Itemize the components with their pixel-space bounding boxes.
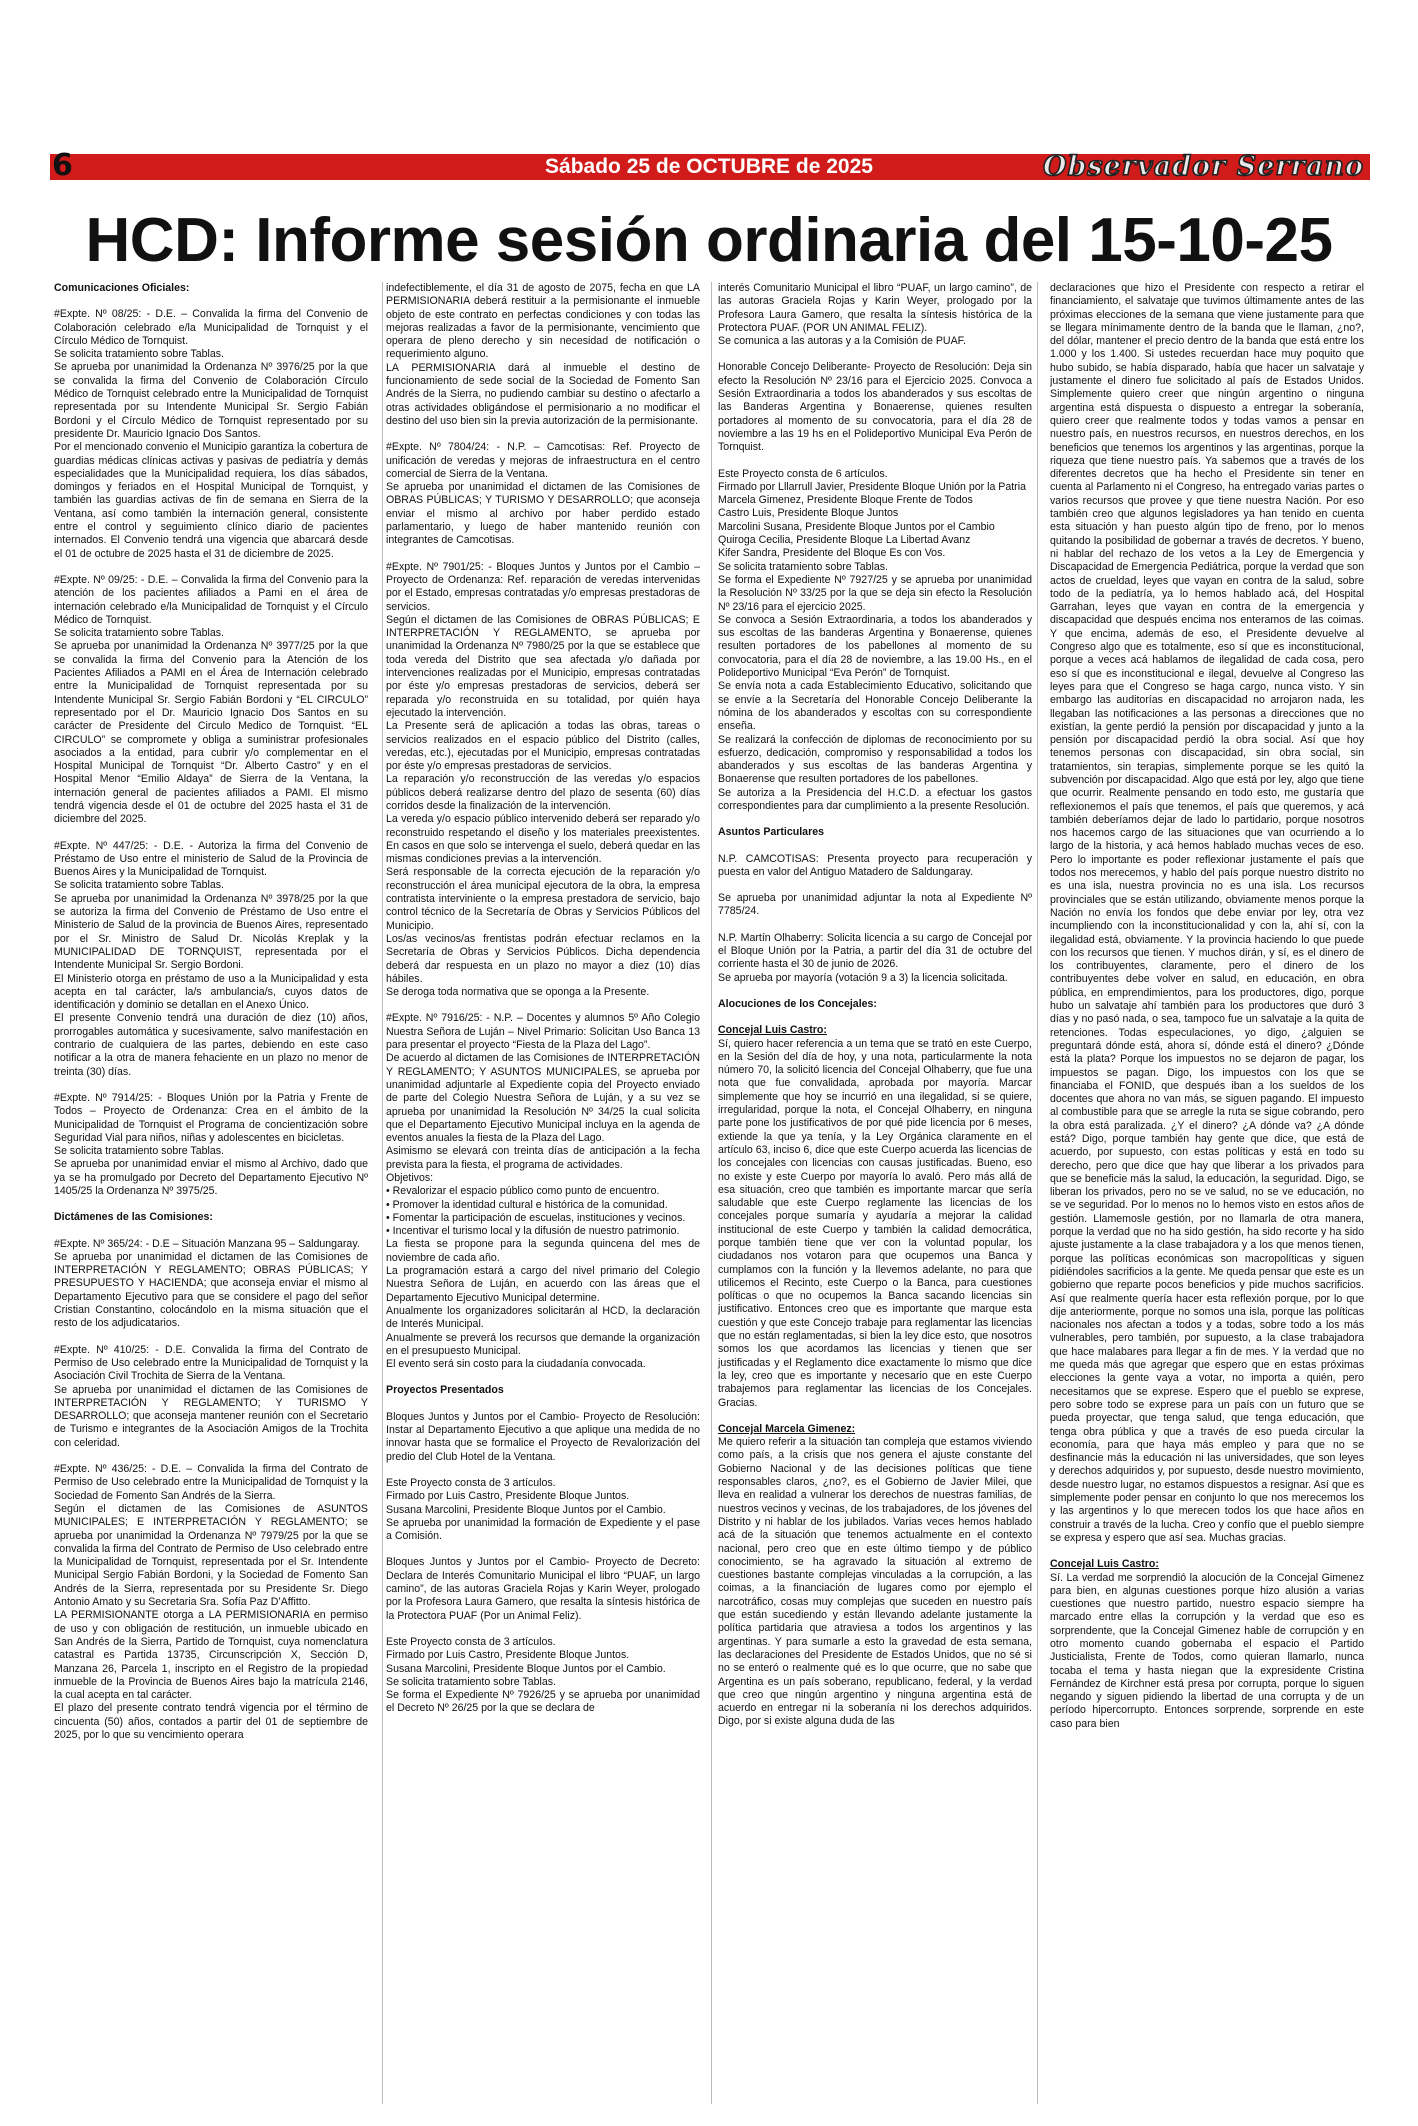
paragraph: LA PERMISIONARIA dará al inmueble el destino de funcionamiento de sede social de la Sociedad de Fomento San Andrés de la Sierra, no pudiendo cambiar su destino o afectarlo a otras actividades obligándose el permisionario a no modificar el destino del uso bien sin la previa autorización de la permisionante. (386, 361, 700, 427)
paragraph: El evento será sin costo para la ciudadanía convocada. (386, 1358, 646, 1371)
paragraph-spacer (1050, 1545, 1364, 1558)
paragraph: #Expte. Nº 7914/25: - Bloques Unión por la Patria y Frente de Todos – Proyecto de Ordenanza: Crea en el ámbito de la Municipalidad de Tornquist el Programa de concientización sobre Seguridad Vial para niños, niñas y adolescentes en bicicletas. (54, 1091, 368, 1144)
paragraph: Sí, quiero hacer referencia a un tema que se trató en este Cuerpo, en la Sesión del día de hoy, y una nota, particularmente la nota número 70, la solicitó licencia del Concejal Olhaberry, que fue una nota que fue convalidada, aprobada por mayoría. Marcar simplemente que hoy se incurrió en una ilegalidad, si se quiere, irregularidad, porque la nota, el Concejal Olhaberry, en ninguna parte pone los justificativos de por qué pide licencia por 6 meses, extiende la que ya tenía, y la Ley Orgánica claramente en el artículo 63, inciso 6, dice que este Cuerpo acuerda las licencias de los concejales con licencias con causas justificadas. Bueno, eso no existe y este Cuerpo por mayoría lo avaló. Pero más allá de esa situación, creo que también es importante marcar que sería saludable que este Cuerpo reglamente las licencias de los concejales porque sumaría y ayudaría a mejorar la calidad institucional de este Cuerpo y también la calidad democrática, porque también tiene que ver con la voluntad popular, los ciudadanos nos votaron para que ocupemos una Banca y cumplamos con la función y la llevemos adelante, no para que utilicemos el Recinto, este Cuerpo o la Banca, para cuestiones políticas o que no ocupemos la Banca sacando licencias sin justificativo. Entonces creo que es importante que marque esta cuestión y que este Concejo trabaje para reglamentar las licencias que no están reglamentadas, si bien la ley dice esto, que nosotros somos los que acordamos las licencias y tienen que ser justificadas y el Reglamento dice exactamente lo mismo que dice la ley, creo que es importante y necesario que en este Cuerpo trabajemos para reglamentar las licencias de los Concejales. Gracias. (718, 1037, 1032, 1409)
paragraph: • Revalorizar el espacio público como punto de encuentro. (386, 1185, 660, 1198)
column-4 (1050, 282, 1364, 2104)
paragraph: Se aprueba por unanimidad la Ordenanza Nº 3978/25 por la que se autoriza la firma del Convenio de Préstamo de Uso entre el Ministerio de Salud de la provincia de Buenos Aires, representado por el Sr. Ministro de Salud Dr. Nicolás Kreplak y la MUNICIPALIDAD DE TORNQUIST, representada por el Intendente Municipal Sr. Sergio Bordoni. (54, 892, 368, 972)
paragraph-spacer (54, 1079, 368, 1092)
paragraph: Castro Luis, Presidente Bloque Juntos (718, 507, 899, 520)
paragraph: Firmado por Lllarrull Javier, Presidente Bloque Unión por la Patria (718, 480, 1026, 493)
paragraph: #Expte. Nº 08/25: - D.E. – Convalida la firma del Convenio de Colaboración celebrado e/la Municipalidad de Tornquist y el Círculo Médico de Tornquist. (54, 308, 368, 347)
column-3 (718, 282, 1032, 2104)
masthead-logo (1028, 152, 1368, 182)
paragraph: La reparación y/o reconstrucción de las veredas y/o espacios públicos deberá realizarse dentro del plazo de sesenta (60) días corridos desde la finalización de la intervención. (386, 773, 700, 812)
paragraph: #Expte. Nº 7804/24: - N.P. – Camcotisas: Ref. Proyecto de unificación de veredas y mejoras de infraestructura en el centro comercial de Sierra de la Ventana. (386, 441, 700, 480)
paragraph: Este Proyecto consta de 3 artículos. (386, 1476, 556, 1489)
paragraph: N.P. CAMCOTISAS: Presenta proyecto para recuperación y puesta en valor del Antiguo Matadero de Saldungaray. (718, 852, 1032, 878)
paragraph: #Expte. Nº 410/25: - D.E. Convalida la firma del Contrato de Permiso de Uso celebrado entre la Municipalidad de Tornquist y la Asociación Civil Trochita de Sierra de la Ventana. (54, 1343, 368, 1383)
paragraph: Objetivos: (386, 1172, 434, 1184)
paragraph-spacer (718, 919, 1032, 932)
paragraph: Se aprueba por unanimidad el dictamen de las Comisiones de OBRAS PÚBLICAS; Y TURISMO Y DESARROLLO; que aconseja enviar el mismo al archivo por haber perdido estado parlamentario, y luego de haber mantenido reunión con integrantes de Camcotisas. (386, 481, 700, 547)
paragraph: Se solicita tratamiento sobre Tablas. (54, 627, 224, 640)
paragraph: Se solicita tratamiento sobre Tablas. (54, 879, 224, 892)
paragraph: Firmado por Luis Castro, Presidente Bloque Juntos. (386, 1649, 630, 1662)
paragraph-spacer (718, 455, 1032, 468)
paragraph: La vereda y/o espacio público intervenido deberá ser reparado y/o reconstruido respetando el diseño y los materiales preexistentes. En casos en que solo se intervenga el suelo, deberá quedar en las mismas condiciones previas a la intervención. (386, 813, 700, 866)
paragraph: Quiroga Cecilia, Presidente Bloque La Libertad Avanz (718, 534, 971, 547)
article-body (54, 282, 1364, 2104)
paragraph: interés Comunitario Municipal el libro “PUAF, un largo camino”, de las autoras Graciela Rojas y Karin Weyer, prologado por la Profesora Laura Gamero, que resalta la síntesis histórica de la Protectora PUAF. (POR UN ANIMAL FELIZ). (718, 282, 1032, 334)
paragraph-spacer (54, 561, 368, 574)
paragraph: Susana Marcolini, Presidente Bloque Juntos por el Cambio. (386, 1503, 666, 1516)
paragraph: La programación estará a cargo del nivel primario del Colegio Nuestra Señora de Luján, en acuerdo con las áreas que el Departamento Ejecutivo Municipal determine. (386, 1265, 700, 1304)
paragraph: N.P. Martín Olhaberry: Solicita licencia a su cargo de Concejal por el Bloque Unión por la Patria, a partir del día 31 de octubre del corriente hasta el 30 de junio de 2026. (718, 931, 1032, 971)
paragraph-spacer (54, 1331, 368, 1344)
paragraph: Se aprueba por mayoría (votación 9 a 3) la licencia solicitada. (718, 971, 1008, 984)
paragraph: Se solicita tratamiento sobre Tablas. (718, 560, 888, 573)
paragraph-spacer (718, 348, 1032, 361)
paragraph: Asimismo se elevará con treinta días de anticipación a la fecha prevista para la fiesta, el programa de actividades. (386, 1145, 700, 1171)
paragraph: Firmado por Luis Castro, Presidente Bloque Juntos. (386, 1490, 630, 1503)
paragraph: Kifer Sandra, Presidente del Bloque Es con Vos. (718, 547, 946, 560)
paragraph: Los/as vecinos/as frentistas podrán efectuar reclamos en la Secretaría de Obras y Servicios Públicos. Dicha dependencia deberá dar respuesta en un plazo no mayor a diez (10) días hábiles. (386, 932, 700, 985)
paragraph: Se solicita tratamiento sobre Tablas. (54, 1145, 224, 1158)
page-number: 6 (52, 148, 73, 183)
paragraph: Anualmente se preverá los recursos que demande la organización en el presupuesto Municipal. (386, 1331, 700, 1357)
masthead-title: Observador Serrano (1043, 151, 1364, 182)
paragraph: Se deroga toda normativa que se oponga a la Presente. (386, 986, 650, 999)
column-2 (386, 282, 700, 2104)
column-divider (711, 282, 712, 2104)
issue-date: Sábado 25 de OCTUBRE de 2025 (545, 155, 873, 178)
paragraph-spacer (54, 295, 368, 308)
paragraph: #Expte. Nº 447/25: - D.E. - Autoriza la firma del Convenio de Préstamo de Uso entre el ministerio de Salud de la Provincia de Buenos Aires y la Municipalidad de Tornquist. (54, 839, 368, 879)
paragraph-spacer (718, 1011, 1032, 1024)
paragraph-spacer (718, 879, 1032, 892)
paragraph-spacer (386, 1464, 700, 1477)
paragraph: Será responsable de la correcta ejecución de la reparación y/o reconstrucción el área municipal ejecutora de la obra, la empresa contratista interviniente o la empresa prestadora de servicio, bajo control técnico de la Secretaría de Obras y Servicios Públicos del Municipio. (386, 866, 700, 932)
paragraph-spacer (386, 1371, 700, 1384)
paragraph: Susana Marcolini, Presidente Bloque Juntos por el Cambio. (386, 1662, 666, 1675)
paragraph-spacer (386, 1398, 700, 1411)
paragraph: El Ministerio otorga en préstamo de uso a la Municipalidad y esta acepta en tal carácter, la/s ambulancia/s, cuyos datos de identificación y dominio se detallan en el Anexo Único. (54, 972, 368, 1012)
paragraph: La fiesta se propone para la segunda quincena del mes de noviembre de cada año. (386, 1238, 700, 1264)
paragraph: Por el mencionado convenio el Municipio garantiza la cobertura de guardias médicas clínicas activas y pasivas de pediatría y demás especialidades que la Municipalidad requiera, los días sábados, domingos y feriados en el Hospital Municipal de Tornquist, y también las guardias activas de fin de semana en Sierra de la Ventana, así como también la internación general, consistente entre el control y seguimiento clínico diario de pacientes internados. El Convenio tendrá una vigencia que abarcará desde el 01 de octubre de 2025 hasta el 31 de diciembre de 2025. (54, 441, 368, 560)
paragraph: Se aprueba por unanimidad la Ordenanza Nº 3976/25 por la que se convalida la firma del Convenio de Colaboración Círculo Médico de Tornquist celebrado entre la Municipalidad de Tornquist representada por su Intendente Municipal Sr. Sergio Fabián Bordoni y el Círculo Médico de Tornquist representado por su presidente Dr. Mauricio Ignacio Dos Santos. (54, 361, 368, 440)
paragraph-spacer (718, 840, 1032, 853)
section-heading: Concejal Luis Castro: (718, 1024, 827, 1037)
paragraph-spacer (718, 985, 1032, 998)
paragraph: La Presente será de aplicación a todas las obras, tareas o servicios realizados en el espacio público del Distrito (calles, veredas, etc.), ejecutadas por el Municipio, empresas contratadas por éste y/o empresas prestadoras de servicios. (386, 720, 700, 773)
paragraph: De acuerdo al dictamen de las Comisiones de INTERPRETACIÓN Y REGLAMENTO; Y ASUNTOS MUNICIPALES, se aprueba por unanimidad adjuntarle al Expediente copia del Proyecto enviado de parte del Colegio Nuestra Señora de Luján, y a su vez se aprueba por unanimidad la Resolución Nº 34/25 la cual solicita que el Departamento Ejecutivo Municipal incluya en la agenda de eventos anuales la fiesta de la Plaza del Lago. (386, 1052, 700, 1145)
paragraph: Se aprueba por unanimidad la formación de Expediente y el pase a Comisión. (386, 1516, 700, 1543)
paragraph: Marcolini Susana, Presidente Bloque Juntos por el Cambio (718, 520, 995, 533)
paragraph: Se solicita tratamiento sobre Tablas. (54, 348, 224, 361)
paragraph-spacer (718, 1410, 1032, 1423)
paragraph: Se aprueba por unanimidad la Ordenanza Nº 3977/25 por la que se convalida la firma del Convenio para la Atención de los Pacientes Afiliados a PAMI en el Área de Internación celebrado entre la Municipalidad de Tornquist representada por su Intendente Municipal Sr. Sergio Fabián Bordoni y “EL CIRCULO” representado por el Dr. Mauricio Ignacio Dos Santos en su carácter de Presidente del Circulo Medico de Tornquist. “EL CIRCULO” se compromete y obliga a suministrar profesionales asociados a la entidad, para cubrir y/o complementar en el Hospital Municipal de Tornquist “Dr. Alberto Castro” y en el Hospital Menor “Emilio Aldaya” de Sierra de la Ventana, la internación general de pacientes afiliados a PAMI. El mismo tendrá vigencia desde el 01 de octubre del 2025 hasta el 31 de diciembre del 2025. (54, 640, 368, 826)
paragraph: Se autoriza a la Presidencia del H.C.D. a efectuar los gastos correspondientes para dar cumplimiento a la presente Resolución. (718, 786, 1032, 812)
paragraph: Se aprueba por unanimidad enviar el mismo al Archivo, dado que ya se ha promulgado por Decreto del Departamento Ejecutivo Nº 1405/25 la Ordenanza Nº 3975/25. (54, 1158, 368, 1197)
paragraph: El presente Convenio tendrá una duración de diez (10) años, prorrogables automática y sucesivamente, salvo manifestación en contrario de cualquiera de las partes, debiendo en este caso notificar a la otra de manera fehaciente en un plazo no menor de treinta (30) días. (54, 1012, 368, 1078)
paragraph: #Expte. Nº 7901/25: - Bloques Juntos y Juntos por el Cambio – Proyecto de Ordenanza: Ref. reparación de veredas intervenidas por el Estado, empresas contratadas y/o empresas prestadoras de servicios. (386, 560, 700, 613)
paragraph-spacer (54, 1198, 368, 1211)
paragraph-spacer (386, 999, 700, 1012)
section-heading: Dictámenes de las Comisiones: (54, 1211, 213, 1224)
paragraph-spacer (54, 1225, 368, 1238)
paragraph: #Expte. Nº 09/25: - D.E. – Convalida la firma del Convenio para la atención de los pacientes afiliados a Pami en el área de internación celebrado e/la Municipalidad de Tornquist y el Círculo Médico de Tornquist. (54, 573, 368, 626)
paragraph: Sí. La verdad me sorprendió la alocución de la Concejal Gimenez para bien, en algunas cuestiones porque hizo alusión a varias cuestiones que nuestro partido, nuestro espacio siempre ha marcado entre ellas la corrupción y la verdad que eso es sorprendente, que la Concejal Gimenez hable de corrupción y en otro momento cuando gobernaba el espacio el Partido Justicialista, Frente de Todos, como quieran llamarlo, nunca tocaba el tema y hasta niegan que la expresidente Cristina Fernández de Kirchner está presa por corrupta, porque lo siguen negando y siguen pidiendo la libertad de una corrupta y de un período hipercorrupto. Entonces sorprende, sorprende en este caso para bien (1050, 1571, 1364, 1730)
paragraph: Según el dictamen de las Comisiones de OBRAS PÚBLICAS; E INTERPRETACIÓN Y REGLAMENTO, se aprueba por unanimidad la Ordenanza Nº 7980/25 por la que se establece que toda vereda del Distrito que sea afectada y/o dañada por intervenciones realizadas por el Municipio, empresas contratadas por éste y/o empresas prestadoras de servicios, deberá ser reparada y/o reconstruida en su totalidad, por quién haya ejecutado la intervención. (386, 613, 700, 719)
paragraph: Bloques Juntos y Juntos por el Cambio- Proyecto de Decreto: Declara de Interés Comunitario Municipal el libro “PUAF, un largo camino”, de las autoras Graciela Rojas y Karin Weyer, prologado por la Profesora Laura Gamero, que resalta la síntesis histórica de la Protectora PUAF (Por un Animal Feliz). (386, 1556, 700, 1622)
paragraph: Se aprueba por unanimidad el dictamen de las Comisiones de INTERPRETACIÓN Y REGLAMENTO; Y TURISMO Y DESARROLLO; que aconseja mantener reunión con el Secretario de Turismo e integrantes de la Asociación Amigos de la Trochita con celeridad. (54, 1383, 368, 1449)
paragraph-spacer (386, 1543, 700, 1556)
paragraph: Bloques Juntos y Juntos por el Cambio- Proyecto de Resolución: Instar al Departamento Ejecutivo a que aplique una medida de no innovar hasta que se formalice el Proyecto de Revalorización del predio del Club Hotel de la Ventana. (386, 1410, 700, 1463)
paragraph-spacer (386, 1623, 700, 1636)
paragraph: • Promover la identidad cultural e histórica de la comunidad. (386, 1198, 668, 1211)
paragraph: Se comunica a las autoras y a la Comisión de PUAF. (718, 335, 966, 348)
paragraph: Este Proyecto consta de 3 artículos. (386, 1635, 556, 1648)
paragraph: Se realizará la confección de diplomas de reconocimiento por su esfuerzo, dedicación, compromiso y responsabilidad a todos los abanderados y sus escoltas de las banderas Argentina y Bonaerense que resulten portadores de los pabellones. (718, 733, 1032, 786)
paragraph: Me quiero referir a la situación tan compleja que estamos viviendo como país, a la crisis que nos genera el ajuste constante del Gobierno Nacional y de las decisiones políticas que tiene responsables claros, ¿no?, es el Gobierno de Javier Milei, que lleva en realidad a vulnerar los derechos de nuestras familias, de nuestros vecinos y vecinas, de los trabajadores, de los jóvenes del Distrito y ni hablar de los jubilados. Varias veces hemos hablado acá de la situación que tenemos actualmente en el contexto nacional, pero creo que en este último tiempo y de público conocimiento, se ha agravado la situación al extremo de cuestiones bastante complejas vinculadas a la corrupción, a las coimas, a la financiación de lugares como por ejemplo el narcotráfico, cosas muy complejas que suceden en nuestro país que están sucediendo y están llevando adelante justamente la política partidaria que atraviesa a todos los argentinos y las argentinas. Y para sumarle a esto la gravedad de esta semana, las declaraciones del Presidente de Estados Unidos, que no sé si no se enteró o realmente qué es lo que ocurre, que no sabe que Argentina es un país soberano, republicano, federal, y la verdad que creo que ningún argentino y ninguna argentina está de acuerdo en entregar ni la soberanía ni los derechos adquiridos. Digo, por si existe alguna duda de las (718, 1436, 1032, 1728)
paragraph: Se envía nota a cada Establecimiento Educativo, solicitando que se envíe a la Secretaría del Honorable Concejo Deliberante la nómina de los abanderados y escoltas con su correspondiente enseña. (718, 680, 1032, 733)
paragraph-spacer (718, 813, 1032, 826)
paragraph: Se aprueba por unanimidad el dictamen de las Comisiones de INTERPRETACIÓN Y REGLAMENTO; OBRAS PÚBLICAS; Y PRESUPUESTO Y HACIENDA; que aconseja enviar el mismo al Departamento Ejecutivo para que se considere el pago del señor Cristian Constantino, colocándolo en la misma situación que el resto de los adjudicatarios. (54, 1250, 368, 1330)
section-heading: Alocuciones de los Concejales: (718, 997, 877, 1010)
headline: HCD: Informe sesión ordinaria del 15-10-25 (85, 206, 1333, 275)
paragraph: Se forma el Expediente Nº 7926/25 y se aprueba por unanimidad el Decreto Nº 26/25 por la que se declara de (386, 1689, 700, 1715)
column-divider (1037, 282, 1038, 2104)
paragraph: Anualmente los organizadores solicitarán al HCD, la declaración de Interés Municipal. (386, 1304, 700, 1331)
paragraph: • Fomentar la participación de escuelas, instituciones y vecinos. (386, 1211, 686, 1224)
paragraph-spacer (386, 548, 700, 561)
section-heading: Concejal Luis Castro: (1050, 1558, 1159, 1571)
paragraph: Se forma el Expediente Nº 7927/25 y se aprueba por unanimidad la Resolución Nº 33/25 por la que se deja sin efecto la Resolución Nº 23/16 para el ejercicio 2025. (718, 573, 1032, 613)
paragraph: declaraciones que hizo el Presidente con respecto a retirar el financiamiento, el salvataje que tuvimos últimamente antes de las próximas elecciones de la semana que viene justamente para que se llegara mínimamente dentro de la banda que le llaman, ¿no?, del dólar, mantener el precio dentro de la banda que está entre los 1.000 y los 1.400. Si ustedes recuerdan hace muy poquito que hubo subido, se había disparado, había que hacer un salvataje y justamente el dinero fue solicitado al país de Estados Unidos. Simplemente quiero creer que ningún argentino o ninguna argentina está dispuesta o dispuesto a entregar la soberanía, quiero creer que realmente todos y todas vamos a pensar en nuestro país, en nuestros recursos, en nuestros derechos, en los beneficios que tenemos los argentinos y las argentinas, porque la riqueza que tiene nuestro país. Ya sabemos que a través de los diferentes decretos que ha hecho el Presidente sin tener en cuenta al Parlamento ni el Congreso, ha entregado varias partes o varios recursos que provee y que tiene nuestra Nación. Por eso también creo que algunos legisladores ya han tenido en cuenta esta situación y han puesto algún tipo de freno, por lo menos quitando la posibilidad de gobernar a través de decretos. Y bueno, ni hablar del rechazo de los vetos a la Ley de Emergencia y Discapacidad de Emergencia Pediátrica, porque la verdad que son actos de crueldad, leyes que vayan en contra de la salud, sobre todo de la pediatría, ya lo hemos hablado acá, del Hospital Garrahan, leyes que vayan en contra de la emergencia y discapacidad que después encima nos enteramos de las coimas. Y que encima, además de eso, el Presidente devuelve al Congreso algo que es totalmente, eso sí que es inconstitucional, porque a veces acá hablamos de ilegalidad de cada cosa, pero eso sí que es inconstitucional e ilegal, devuelve al Congreso las leyes para que el Congreso se haga cargo, nunca visto. Y sin embargo las auditorías en discapacidad no arrojaron nada, les llegaban las notificaciones a las personas a direcciones que no existían, la gente perdió la pensión por discapacidad y junto a la pensión por discapacidad perdió la obra social. Así que hoy tenemos personas con discapacidad, sin obra social, sin tratamientos, sin terapias, simplemente porque se les quitó la subvención por discapacidad. Algo que está por ley, algo que tiene que ocurrir. Realmente pensando en todo esto, me gustaría que reflexionemos el país que tenemos, el país que queremos, y acá también deberíamos dejar de lado lo partidario, porque nosotros nos hacemos cargo de las situaciones que van ocurriendo a lo largo de la historia, y acá hemos hablado muchas veces de eso. Pero lo importante es poder reflexionar justamente el país que todos nos merecemos, y hablo del país porque nuestro distrito no es una isla, nuestra provincia no es una isla. Los recursos provinciales que se están utilizando, obviamente menos porque la Nación no envía los fondos que debe enviar por ley, otra vez incumpliendo con la inconstitucionalidad y con la, ahí sí, con la ilegalidad está, obviamente. Y la provincia haciendo lo que puede con los recursos que tienen. Y muchos dirán, y sí, es el dinero de los contribuyentes, claramente, pero el dinero de los contribuyentes debe volver en salud, en educación, en obra pública, en emprendimientos, para los productores, digo, porque hubo un salvataje ahí también para los productores que duró 3 días y no pasó nada, o sea, tampoco fue un salvataje a la quita de retenciones. Todas especulaciones, yo digo, ¿alguien se preguntará dónde está, ahora sí, dónde está el dinero? ¿Dónde está la plata? Porque los impuestos no se dejaron de pagar, los impuestos se pagan. Digo, los impuestos con los que se financiaba el FONID, que después iban a los sueldos de los docentes que ahora no van más, se siguen pagando. El impuesto al combustible para que se arregle la ruta se sigue cobrando, pero la obra está paralizada. ¿Y el dinero? ¿A dónde va? ¿A dónde está? Digo, porque también hay gente que dice, que está de acuerdo, por supuesto, con estas políticas y está en todo su derecho, pero que dice que hay que liberar a los privados para que se beneficie más la salud, la educación, la seguridad. Digo, se liberan los privados, pero no se ve salud, no se ve educación, no se ve seguridad. Por lo menos no lo hemos visto en estos años de gestión. Llamemosle gestión, por no llamarla de otra manera, porque la verdad que no ha sido gestión, ha sido recorte y ha sido ajuste justamente a la clase trabajadora y a los que menos tienen, porque las políticas económicas son macropolíticas y siguen pidiéndoles sacrificios a la gente. Me queda pensar que este es un gobierno que reparte pocos beneficios y pide muchos sacrificios. Así que realmente quería hacer esta reflexión porque, por lo que dije anteriormente, porque no somos una isla, porque las políticas nacionales nos afectan a todos y a todas, sobre todo a los más vulnerables, pero también, por supuesto, a la clase trabajadora que hace malabares para llegar a fin de mes. Y la verdad que no me queda más que agregar que espero que en estas próximas elecciones la gente vaya a votar, no importa a quién, pero necesitamos que se exprese. Espero que el pueblo se exprese, pero sobre todo se exprese para un país con un futuro que se pueda proyectar, que tenga salud, que tenga educación, que tenga obra pública y que a través de eso pueda circular la economía, para que haya más empleo y para que no se desfinancie más la educación ni las universidades, que son leyes y derechos adquiridos y, por supuesto, desde nuestro movimiento, desde nuestro lugar, no estamos dispuestos a resignar. Así que es simplemente poder pensar en conjunto lo que nos merecemos los y las argentinos y lo que merecen todos los que hace años en construir a través de la lucha. Creo y confío que el pueblo siempre se expresa y espero que así sea. Muchas gracias. (1050, 282, 1364, 1544)
paragraph: • Incentivar el turismo local y la difusión de nuestro patrimonio. (386, 1225, 680, 1238)
paragraph: #Expte. Nº 365/24: - D.E – Situación Manzana 95 – Saldungaray. (54, 1237, 360, 1250)
paragraph: Se solicita tratamiento sobre Tablas. (386, 1675, 556, 1688)
paragraph: Se convoca a Sesión Extraordinaria, a todos los abanderados y sus escoltas de las banderas Argentina y Bonaerense, quienes resulten portadores de los pabellones al momento de su convocatoria, para el día 28 de noviembre, a las 19.00 Hs., en el Polideportivo Municipal “Eva Perón” de Tornquist. (718, 613, 1032, 680)
column-1 (54, 282, 368, 2104)
section-heading: Comunicaciones Oficiales: (54, 282, 190, 294)
paragraph: Honorable Concejo Deliberante- Proyecto de Resolución: Deja sin efecto la Resolución Nº 23/16 para el Ejercicio 2025. Convoca a Sesión Extraordinaria a todos los abanderados y sus escoltas de las Banderas Argentina y Bonaerense, quienes resulten portadores al momento de su convocatoria, para el día 28 de noviembre a las 19 hs en el Polideportivo Municipal Eva Perón de Tornquist. (718, 361, 1032, 454)
paragraph-spacer (386, 428, 700, 441)
paragraph-spacer (54, 827, 368, 840)
paragraph: indefectiblemente, el día 31 de agosto de 2075, fecha en que LA PERMISIONARIA deberá restituir a la permisionante el inmueble objeto de este contrato en perfectas condiciones y con todas las mejoras realizadas a favor de la permisionante, vencimiento que operara de pleno derecho y sin necesidad de notificación o requerimiento alguno. (386, 282, 700, 361)
paragraph: El plazo del presente contrato tendrá vigencia por el término de cincuenta (50) años, contados a partir del 01 de septiembre de 2025, por lo que su vencimiento operara (54, 1702, 368, 1741)
column-divider (382, 282, 383, 2104)
section-heading: Concejal Marcela Gimenez: (718, 1422, 856, 1435)
paragraph: Marcela Gimenez, Presidente Bloque Frente de Todos (718, 494, 973, 507)
paragraph: Este Proyecto consta de 6 artículos. (718, 467, 888, 480)
paragraph: #Expte. Nº 7916/25: - N.P. – Docentes y alumnos 5º Año Colegio Nuestra Señora de Luján – Nivel Primario: Solicitan Uso Banca 13 para presentar el proyecto “Fiesta de la Plaza del Lago”. (386, 1012, 700, 1052)
paragraph: LA PERMISIONANTE otorga a LA PERMISIONARIA en permiso de uso y con obligación de restitución, un inmueble ubicado en San Andrés de la Sierra, Partido de Tornquist, cuya nomenclatura catastral es Partida 13735, Circunscripción X, Sección D, Manzana 26, Parcela 1, inscripto en el Registro de la propiedad inmueble de la Provincia de Buenos Aires bajo la matrícula 2146, la cual acepta en tal carácter. (54, 1609, 368, 1702)
paragraph-spacer (54, 1450, 368, 1463)
paragraph: #Expte. Nº 436/25: - D.E. – Convalida la firma del Contrato de Permiso de Uso celebrado entre la Municipalidad de Tornquist y la Sociedad de Fomento San Andrés de la Sierra. (54, 1463, 368, 1502)
paragraph: Según el dictamen de las Comisiones de ASUNTOS MUNICIPALES; E INTERPRETACIÓN Y REGLAMENTO; se aprueba por unanimidad la Ordenanza Nº 7979/25 por la que se convalida la firma del Contrato de Permiso de Uso celebrado entre la Municipalidad de Tornquist, representada por el Sr. Intendente Municipal Sergio Fabián Bordoni, y la Sociedad de Fomento San Andrés de la Sierra, representada por su Presidente Sr. Diego Antonio Amato y su Secretaria Sra. Sofía Paz D’Affitto. (54, 1502, 368, 1609)
paragraph: Se aprueba por unanimidad adjuntar la nota al Expediente Nº 7785/24. (718, 892, 1032, 918)
section-heading: Proyectos Presentados (386, 1384, 504, 1397)
section-heading: Asuntos Particulares (718, 826, 824, 839)
